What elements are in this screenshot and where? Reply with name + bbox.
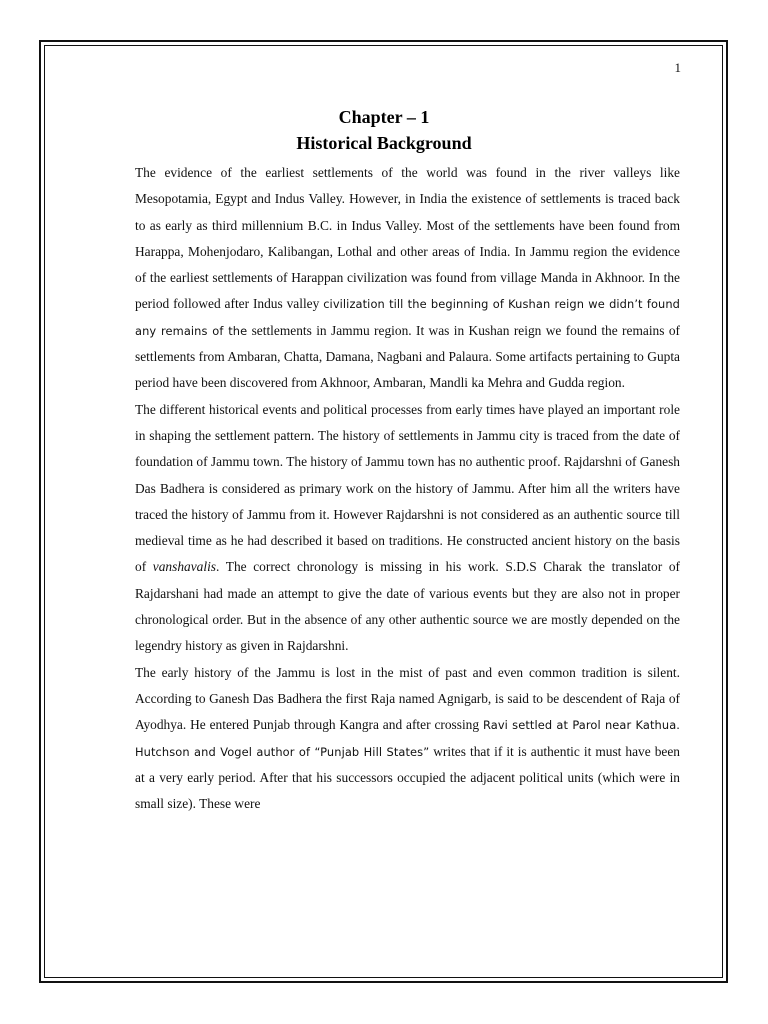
body-text xyxy=(135,160,680,817)
paragraph-1 xyxy=(135,160,680,397)
paragraph-2-italic-term: vanshavalis xyxy=(152,559,217,575)
paragraph-2 xyxy=(135,397,680,660)
chapter-title: Historical Background xyxy=(296,133,472,153)
paragraph-2-text-a: The different historical events and political processes from early times have played an important role in shaping the settlement pattern. The history of settlements in Jammu city is traced from the date of foundation of Jammu town. The history of Jammu town has no authentic proof. Rajdarshni of Ganesh Das Badhera is considered as primary work on the history of Jammu. After him all the writers have traced the history of Jammu from it. However Rajdarshni is not considered as an authentic source till medieval time as he had described it based on traditions. He constructed ancient history on the basis of xyxy=(135,401,680,575)
paragraph-3-text-b: writes that if it is authentic it must have been at a very early period. After that his successors occupied the adjacent political units (which were in small size). These were xyxy=(135,743,680,812)
paragraph-2-text-b: . The correct chronology is missing in his work. S.D.S Charak the translator of Rajdarshani had made an attempt to give the date of various events but they are also not in proper chronological order. But in the absence of any other authentic source we are mostly depended on the legendry history as given in Rajdarshni. xyxy=(135,559,680,654)
paragraph-1-text-alt: civilization till the beginning of Kushan reign we didn’t found any remains of the xyxy=(135,297,681,338)
paragraph-1-text-b: settlements in Jammu region. It was in Kushan reign we found the remains of settlements from Ambaran, Chatta, Damana, Nagbani and Palaura. Some artifacts pertaining to Gupta period have been discovered from Akhnoor, Ambaran, Mandli ka Mehra and Gudda region. xyxy=(135,322,680,391)
chapter-heading xyxy=(0,104,768,156)
paragraph-3 xyxy=(135,660,680,818)
paragraph-3-text-a: The early history of the Jammu is lost in the mist of past and even common tradition is silent. According to Ganesh Das Badhera the first Raja named Agnigarb, is said to be descendent of Raja of Ayodhya. He entered Punjab through Kangra and after crossing xyxy=(135,664,680,733)
paragraph-1-text-a: The evidence of the earliest settlements of the world was found in the river valleys like Mesopotamia, Egypt and Indus Valley. However, in India the existence of settlements is traced back to as early as third millennium B.C. in Indus Valley. Most of the settlements have been found from Harappa, Mohenjodaro, Kalibangan, Lothal and other areas of India. In Jammu region the evidence of the earliest settlements of Harappan civilization was found from village Manda in Akhnoor. In the period followed after Indus valley xyxy=(135,165,680,312)
paragraph-3-text-alt: Ravi settled at Parol near Kathua. Hutchson and Vogel author of “Punjab Hill States” xyxy=(135,718,680,759)
page-number: 1 xyxy=(674,60,681,75)
chapter-number: Chapter – 1 xyxy=(338,107,430,127)
